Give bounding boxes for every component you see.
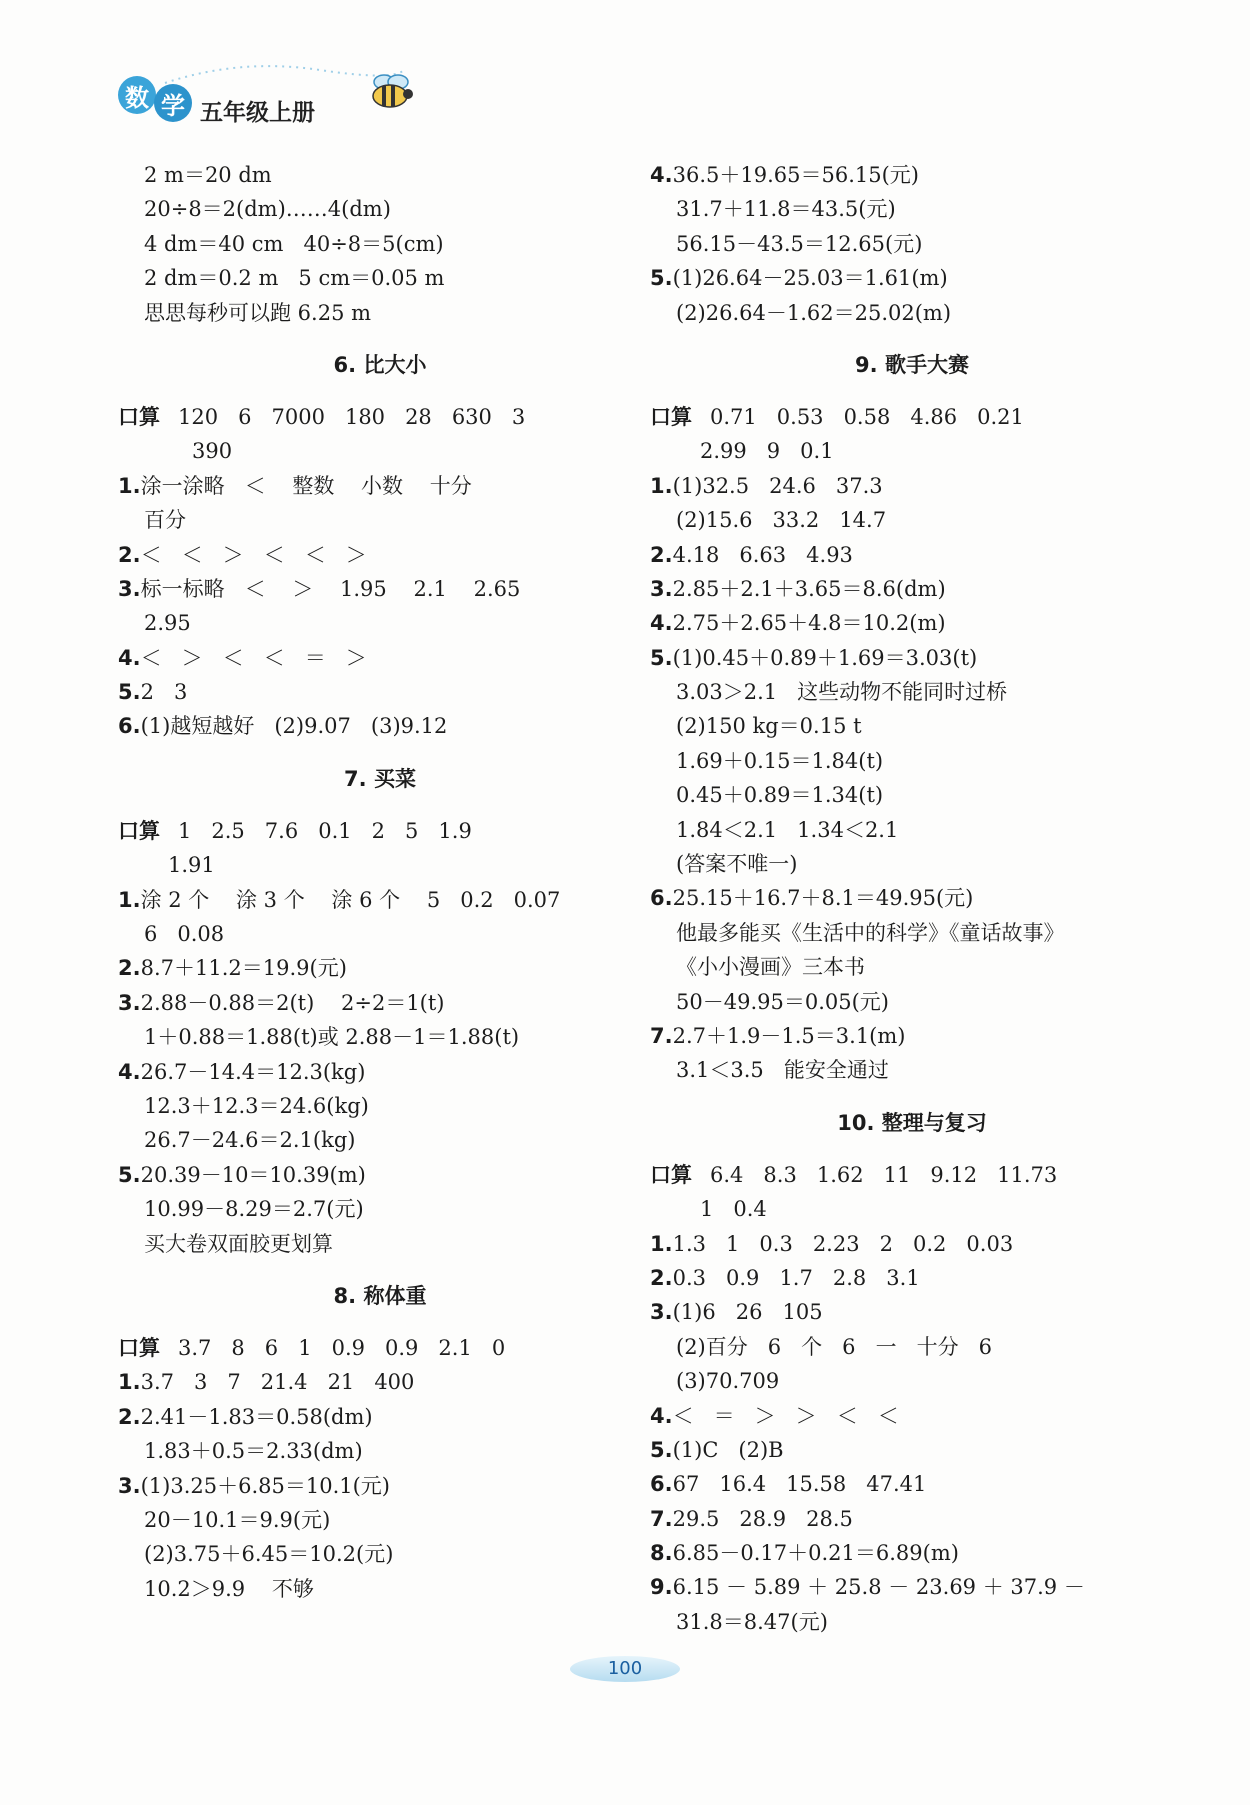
answer-line	[652, 950, 1172, 984]
answer-line	[120, 917, 640, 951]
answer-line	[650, 1158, 1172, 1192]
answer-line	[652, 1192, 1172, 1226]
answer-line	[650, 1536, 1172, 1570]
answer-line	[120, 227, 640, 261]
question-number: 6.	[118, 714, 141, 739]
answer-text: (1)32.5 24.6 37.3	[672, 473, 883, 498]
answer-text: 2.95	[144, 611, 191, 636]
answer-line	[652, 1364, 1172, 1398]
answer-text: 1＋0.88＝1.88(t)或 2.88－1＝1.88(t)	[144, 1025, 520, 1050]
answer-text: 0.45＋0.89＝1.34(t)	[676, 783, 884, 808]
answer-line	[652, 985, 1172, 1019]
answer-text: 2.75＋2.65＋4.8＝10.2(m)	[672, 611, 946, 636]
answer-line	[650, 261, 1172, 295]
answer-text: 20÷8＝2(dm)……4(dm)	[144, 197, 391, 222]
question-number: 7.	[650, 1023, 673, 1048]
answer-line	[118, 1331, 640, 1365]
answer-line	[650, 469, 1172, 503]
answer-text: 2 3	[140, 680, 188, 705]
answer-line	[120, 1123, 640, 1157]
answer-text: 50－49.95＝0.05(元)	[676, 989, 889, 1014]
question-number: 5.	[650, 266, 673, 291]
answer-line	[120, 1572, 640, 1606]
answer-text: (1)C (2)B	[672, 1437, 784, 1462]
question-number: 8.	[650, 1541, 673, 1566]
oral-calc-label: 口算	[118, 404, 160, 429]
answer-line	[118, 1469, 640, 1503]
question-number: 7.	[650, 1506, 673, 1531]
answer-text: 2.7＋1.9－1.5＝3.1(m)	[672, 1023, 906, 1048]
answer-line	[118, 986, 640, 1020]
answer-line	[650, 881, 1172, 915]
answer-text: 4 dm＝40 cm 40÷8＝5(cm)	[144, 231, 444, 256]
answer-line	[652, 813, 1172, 847]
answer-line	[652, 1605, 1172, 1639]
question-number: 1.	[650, 1231, 673, 1256]
section-title: 9. 歌手大赛	[855, 352, 969, 377]
answer-text: (2)26.64－1.62＝25.02(m)	[676, 300, 952, 325]
question-number: 6.	[650, 1472, 673, 1497]
answer-text: (1)6 26 105	[672, 1300, 823, 1325]
answer-line	[650, 572, 1172, 606]
question-number: 3.	[118, 990, 141, 1015]
answer-line	[652, 1330, 1172, 1364]
answer-text: 标一标略 ＜ ＞ 1.95 2.1 2.65	[140, 576, 521, 601]
answer-line	[118, 400, 640, 434]
answer-text: 1 0.4	[700, 1197, 767, 1222]
answer-text: 百分	[144, 508, 186, 533]
question-number: 1.	[118, 887, 141, 912]
answer-text: (2)3.75＋6.45＝10.2(元)	[144, 1542, 394, 1567]
answer-line	[118, 469, 640, 503]
oral-calc-label: 口算	[118, 1335, 160, 1360]
answer-text: 6.15 － 5.89 ＋ 25.8 － 23.69 ＋ 37.9 －	[672, 1575, 1085, 1600]
answer-text: 26.7－24.6＝2.1(kg)	[144, 1128, 356, 1153]
question-number: 2.	[650, 542, 673, 567]
answer-text: 2.88－0.88＝2(t) 2÷2＝1(t)	[140, 990, 445, 1015]
answer-text: 25.15＋16.7＋8.1＝49.95(元)	[672, 886, 974, 911]
answer-line	[650, 1227, 1172, 1261]
question-number: 3.	[650, 1300, 673, 1325]
answer-text: 6 0.08	[144, 922, 225, 947]
answer-text: ＜ ＞ ＜ ＜ ＝ ＞	[140, 645, 367, 670]
answer-line	[118, 709, 640, 743]
answer-line	[650, 1295, 1172, 1329]
answer-line	[118, 1365, 640, 1399]
grade-title: 五年级上册	[200, 100, 315, 126]
answer-line	[650, 400, 1172, 434]
answer-text: 他最多能买《生活中的科学》《童话故事》	[676, 920, 1065, 945]
answer-line	[120, 296, 640, 330]
question-number: 3.	[118, 576, 141, 601]
answer-text: (答案不唯一)	[676, 852, 798, 877]
left-column	[120, 158, 640, 1606]
question-number: 3.	[118, 1473, 141, 1498]
answer-text: 2 dm＝0.2 m 5 cm＝0.05 m	[144, 266, 445, 291]
answer-line	[118, 572, 640, 606]
answer-line	[120, 1020, 640, 1054]
answer-text: 2.41－1.83＝0.58(dm)	[140, 1404, 373, 1429]
answer-line	[118, 951, 640, 985]
oral-calc-label: 口算	[118, 818, 160, 843]
answer-line	[118, 538, 640, 572]
answer-text: (2)15.6 33.2 14.7	[676, 508, 887, 533]
answer-line	[650, 1261, 1172, 1295]
section-title: 7. 买菜	[344, 766, 416, 791]
answer-text: 56.15－43.5＝12.65(元)	[676, 231, 923, 256]
answer-line	[120, 1192, 640, 1226]
answer-line	[652, 778, 1172, 812]
answer-text: 67 16.4 15.58 47.41	[672, 1472, 927, 1497]
oral-calc-label: 口算	[650, 1162, 692, 1187]
answer-line	[118, 814, 640, 848]
question-number: 4.	[118, 1059, 141, 1084]
answer-line	[650, 538, 1172, 572]
answer-text: 31.8＝8.47(元)	[676, 1609, 828, 1634]
answer-line	[118, 883, 640, 917]
answer-text: 31.7＋11.8＝43.5(元)	[676, 197, 896, 222]
question-number: 3.	[650, 576, 673, 601]
section-title: 10. 整理与复习	[837, 1110, 987, 1135]
section-title: 8. 称体重	[333, 1283, 427, 1308]
answer-line	[650, 1019, 1172, 1053]
answer-line	[650, 1433, 1172, 1467]
answer-text: (3)70.709	[676, 1369, 780, 1394]
answer-text: 26.7－14.4＝12.3(kg)	[140, 1059, 366, 1084]
answer-line	[652, 503, 1172, 537]
answer-line	[650, 1467, 1172, 1501]
answer-line	[650, 1399, 1172, 1433]
answer-text: 1.91	[168, 853, 215, 878]
answer-text: 6.85－0.17＋0.21＝6.89(m)	[672, 1541, 959, 1566]
answer-line	[120, 606, 640, 640]
answer-text: 3.7 3 7 21.4 21 400	[140, 1370, 415, 1395]
answer-line	[652, 434, 1172, 468]
answer-text: 29.5 28.9 28.5	[672, 1506, 853, 1531]
answer-line	[650, 606, 1172, 640]
answer-line	[650, 1570, 1172, 1604]
answer-text: 2 m＝20 dm	[144, 163, 272, 187]
answer-text: 2.99 9 0.1	[700, 439, 834, 464]
answer-text: 6.4 8.3 1.62 11 9.12 11.73	[710, 1162, 1058, 1187]
answer-text: (2)150 kg＝0.15 t	[676, 714, 862, 739]
answer-line	[120, 158, 640, 192]
page-header	[110, 58, 470, 128]
answer-text: ＜ ＝ ＞ ＞ ＜ ＜	[672, 1403, 899, 1428]
answer-line	[120, 503, 640, 537]
answer-text: 36.5＋19.65＝56.15(元)	[672, 163, 919, 187]
answer-text: 涂 2 个 涂 3 个 涂 6 个 5 0.2 0.07	[140, 887, 561, 912]
page-number: 100	[560, 1652, 690, 1686]
answer-text: 1.83＋0.5＝2.33(dm)	[144, 1439, 363, 1464]
answer-line	[652, 916, 1172, 950]
answer-text: 1 2.5 7.6 0.1 2 5 1.9	[178, 818, 472, 843]
right-column	[652, 158, 1172, 1639]
subject-badge-2: 学	[154, 84, 192, 122]
oral-calc-label: 口算	[650, 404, 692, 429]
bee-icon	[360, 72, 420, 112]
answer-text: 10.99－8.29＝2.7(元)	[144, 1197, 364, 1222]
answer-text: 思思每秒可以跑 6.25 m	[144, 300, 372, 325]
answer-line	[120, 261, 640, 295]
answer-text: 3.7 8 6 1 0.9 0.9 2.1 0	[178, 1335, 506, 1360]
answer-text: 1.69＋0.15＝1.84(t)	[676, 748, 884, 773]
question-number: 2.	[650, 1265, 673, 1290]
answer-text: (1)3.25＋6.85＝10.1(元)	[140, 1473, 390, 1498]
answer-text: 2.85＋2.1＋3.65＝8.6(dm)	[672, 576, 946, 601]
answer-line	[120, 848, 640, 882]
answer-text: 1.84＜2.1 1.34＜2.1	[676, 817, 899, 842]
question-number: 5.	[118, 680, 141, 705]
subject-badge-1: 数	[118, 76, 156, 114]
question-number: 1.	[650, 473, 673, 498]
answer-line	[650, 158, 1172, 192]
question-number: 4.	[650, 611, 673, 636]
question-number: 5.	[650, 1437, 673, 1462]
answer-text: (1)越短越好 (2)9.07 (3)9.12	[140, 714, 448, 739]
answer-line	[652, 227, 1172, 261]
question-number: 4.	[118, 645, 141, 670]
answer-text: 4.18 6.63 4.93	[672, 542, 853, 567]
answer-line	[120, 192, 640, 226]
answer-line	[120, 1089, 640, 1123]
question-number: 2.	[118, 956, 141, 981]
answer-text: 3.03＞2.1 这些动物不能同时过桥	[676, 680, 1008, 705]
answer-text: 120 6 7000 180 28 630 3	[178, 404, 526, 429]
question-number: 4.	[650, 163, 673, 187]
answer-line	[650, 641, 1172, 675]
answer-line	[118, 1055, 640, 1089]
answer-line	[120, 434, 640, 468]
answer-line	[650, 1502, 1172, 1536]
answer-text: 买大卷双面胶更划算	[144, 1231, 333, 1256]
answer-line	[652, 744, 1172, 778]
answer-text: 0.71 0.53 0.58 4.86 0.21	[710, 404, 1024, 429]
answer-text: 3.1＜3.5 能安全通过	[676, 1058, 889, 1083]
answer-line	[652, 709, 1172, 743]
answer-line	[652, 296, 1172, 330]
question-number: 5.	[650, 645, 673, 670]
answer-text: 1.3 1 0.3 2.23 2 0.2 0.03	[672, 1231, 1014, 1256]
answer-line	[652, 1053, 1172, 1087]
question-number: 2.	[118, 1404, 141, 1429]
question-number: 4.	[650, 1403, 673, 1428]
answer-text: 20－10.1＝9.9(元)	[144, 1507, 331, 1532]
answer-text: 涂一涂略 ＜ 整数 小数 十分	[140, 473, 472, 498]
answer-text: 0.3 0.9 1.7 2.8 3.1	[672, 1265, 920, 1290]
answer-line	[652, 847, 1172, 881]
answer-line	[652, 675, 1172, 709]
answer-text: 12.3＋12.3＝24.6(kg)	[144, 1093, 369, 1118]
answer-line	[120, 1434, 640, 1468]
answer-line	[118, 675, 640, 709]
answer-text: 《小小漫画》三本书	[676, 955, 865, 980]
answer-text: 8.7＋11.2＝19.9(元)	[140, 956, 347, 981]
section-title: 6. 比大小	[333, 352, 427, 377]
answer-text: 20.39－10＝10.39(m)	[140, 1162, 366, 1187]
answer-line	[120, 1503, 640, 1537]
answer-text: 10.2＞9.9 不够	[144, 1576, 314, 1601]
answer-line	[120, 1537, 640, 1571]
question-number: 1.	[118, 473, 141, 498]
answer-line	[120, 1227, 640, 1261]
question-number: 5.	[118, 1162, 141, 1187]
question-number: 2.	[118, 542, 141, 567]
answer-line	[118, 641, 640, 675]
answer-line	[652, 192, 1172, 226]
answer-line	[118, 1158, 640, 1192]
answer-line	[118, 1400, 640, 1434]
answer-text: ＜ ＜ ＞ ＜ ＜ ＞	[140, 542, 367, 567]
question-number: 1.	[118, 1370, 141, 1395]
answer-text: (1)26.64－25.03＝1.61(m)	[672, 266, 948, 291]
answer-text: (1)0.45＋0.89＋1.69＝3.03(t)	[672, 645, 978, 670]
question-number: 6.	[650, 886, 673, 911]
answer-text: (2)百分 6 个 6 一 十分 6	[676, 1334, 992, 1359]
answer-text: 390	[192, 439, 233, 464]
question-number: 9.	[650, 1575, 673, 1600]
